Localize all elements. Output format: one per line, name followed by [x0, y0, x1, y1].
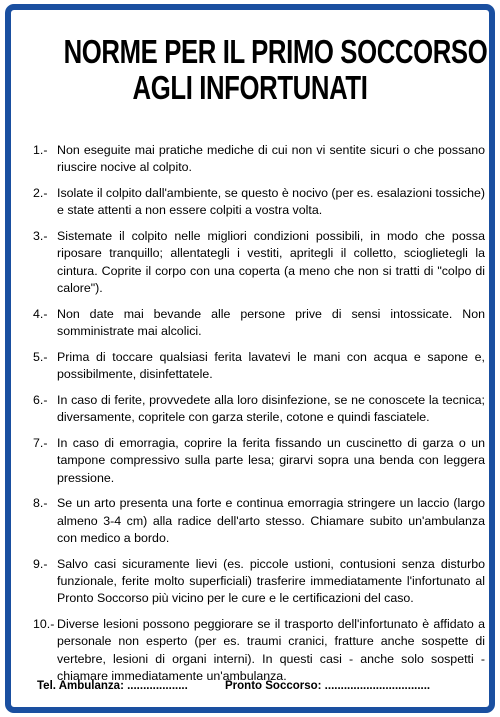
- sign-title: [63, 33, 488, 106]
- rule-7: [33, 435, 485, 487]
- rule-text: In caso di ferite, provvedete alla loro disinfezione, se ne conoscete la tecnica; diversamente, copritele con garza sterile, cotone e quindi fasciatele.: [57, 392, 485, 425]
- ambulance-phone-field: Tel. Ambulanza: ...................: [37, 680, 188, 692]
- rule-2: [33, 185, 485, 220]
- rule-1: [33, 142, 485, 177]
- rule-3: [33, 228, 485, 298]
- rule-text: Prima di toccare qualsiasi ferita lavatevi le mani con acqua e sapone e, possibilmente, disinfettatele.: [57, 349, 485, 382]
- first-aid-sign: [5, 4, 495, 713]
- rule-number: 1.-: [33, 143, 48, 157]
- rule-9: [33, 556, 485, 608]
- rule-number: 3.-: [33, 229, 48, 243]
- rule-text: Diverse lesioni possono peggiorare se il trasporto dell'infortunato è affidato a personale non esperto (per es. traumi cranici, fratture anche sospette di vertebre, lesioni di organi interni). In questi casi - anche solo sospetti - chiamare immediatamente un'ambulanza.: [57, 617, 485, 684]
- rule-number: 7.-: [33, 435, 48, 450]
- rule-number: 2.-: [33, 186, 48, 200]
- rule-text: Salvo casi sicuramente lievi (es. piccole ustioni, contusioni senza disturbo funzionale, ferite molto superficiali) trasferire immediatamente l'infortunato al Pronto Soccorso più vicino per le cure e le certificazioni del caso.: [57, 556, 485, 606]
- rule-number: 4.-: [33, 306, 48, 321]
- rule-text: Non eseguite mai pratiche mediche di cui non vi sentite sicuri o che possano riuscire nocive al colpito.: [57, 143, 485, 175]
- rule-5: [33, 349, 485, 384]
- rule-text: Non date mai bevande alle persone prive di sensi intossicate. Non somministrate mai alcolici.: [57, 306, 485, 339]
- rule-number: 8.-: [33, 496, 48, 511]
- rule-text: Sistemate il colpito nelle migliori condizioni possibili, in modo che possa riposare tranquillo; allentategli i vestiti, apritegli il colletto, scioglietegli la cintura. Coprite il corpo con una coperta (a meno che non si tratti di "colpo di calore").: [57, 229, 485, 296]
- rule-text: Se un arto presenta una forte e continua emorragia stringere un laccio (largo almeno 3-4 cm) alla radice dell'arto stesso. Chiamare subito un'ambulanza con medico a bordo.: [57, 496, 485, 546]
- title-line-1: NORME PER IL PRIMO SOCCORSO: [63, 33, 488, 70]
- rule-6: [33, 392, 485, 427]
- rule-number: 5.-: [33, 349, 48, 364]
- first-aid-phone-field: Pronto Soccorso: .................................: [225, 680, 431, 692]
- rule-text: In caso di emorragia, coprire la ferita fissando un cuscinetto di garza o un tampone compressivo sulla parte lesa; girarvi sopra una benda con leggera pressione.: [57, 435, 485, 485]
- rules-list: [33, 142, 485, 686]
- rule-number: 10.-: [33, 617, 55, 632]
- rule-4: [33, 306, 485, 341]
- rule-8: [33, 495, 485, 547]
- rule-text: Isolate il colpito dall'ambiente, se questo è nocivo (per es. esalazioni tossiche) e state attenti a non essere colpiti a vostra volta.: [57, 186, 486, 218]
- title-line-2: AGLI INFORTUNATI: [132, 69, 368, 106]
- rule-10: [33, 616, 485, 686]
- rule-number: 9.-: [33, 556, 48, 571]
- rule-number: 6.-: [33, 392, 48, 407]
